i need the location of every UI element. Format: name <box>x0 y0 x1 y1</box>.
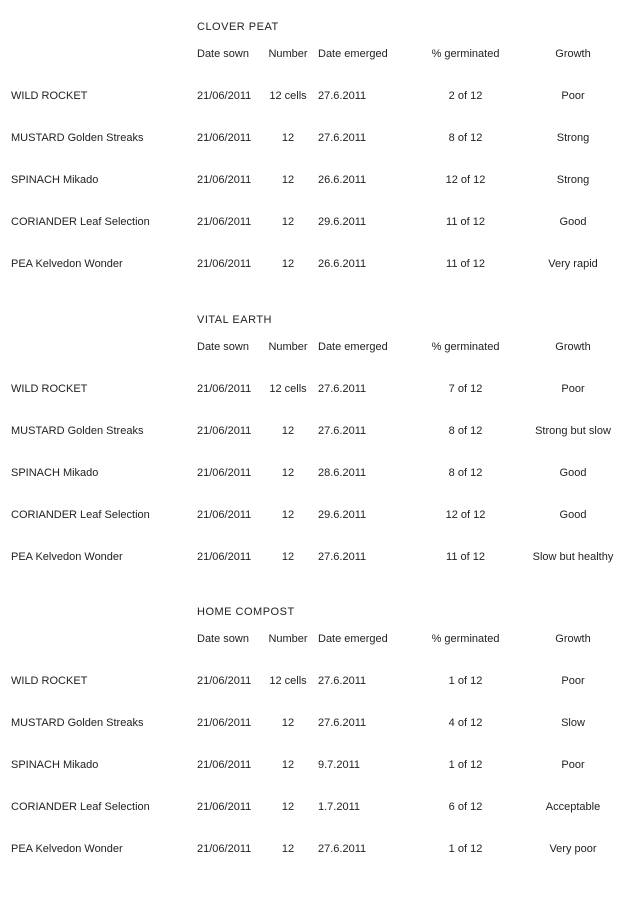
column-header-date-sown: Date sown <box>197 341 249 353</box>
germinated-value: 12 of 12 <box>445 509 486 521</box>
number-value: 12 <box>281 843 295 855</box>
crop-name: PEA Kelvedon Wonder <box>11 551 123 563</box>
column-header-number: Number <box>268 633 308 645</box>
date-emerged-value: 28.6.2011 <box>318 467 367 479</box>
date-sown-value: 21/06/2011 <box>197 759 252 771</box>
date-emerged-value: 27.6.2011 <box>318 90 367 102</box>
number-value: 12 <box>281 801 295 813</box>
date-sown-value: 21/06/2011 <box>197 216 252 228</box>
section-vital-earth <box>0 314 640 578</box>
date-emerged-value: 29.6.2011 <box>318 216 367 228</box>
date-sown-value: 21/06/2011 <box>197 90 252 102</box>
growth-value: Poor <box>561 675 585 687</box>
column-header-growth: Growth <box>555 341 591 353</box>
growth-value: Good <box>559 467 587 479</box>
growth-value: Poor <box>561 759 585 771</box>
number-value: 12 <box>281 258 295 270</box>
date-emerged-value: 1.7.2011 <box>318 801 361 813</box>
date-emerged-value: 27.6.2011 <box>318 843 367 855</box>
date-sown-value: 21/06/2011 <box>197 425 252 437</box>
date-emerged-value: 27.6.2011 <box>318 551 367 563</box>
growth-value: Very rapid <box>548 258 598 270</box>
germinated-value: 6 of 12 <box>448 801 483 813</box>
growth-value: Acceptable <box>545 801 601 813</box>
growth-value: Slow but healthy <box>532 551 614 563</box>
date-sown-value: 21/06/2011 <box>197 383 252 395</box>
crop-name: SPINACH Mikado <box>11 759 99 771</box>
column-header-date-sown: Date sown <box>197 48 249 60</box>
number-value: 12 cells <box>269 675 307 687</box>
crop-name: CORIANDER Leaf Selection <box>11 216 150 228</box>
date-sown-value: 21/06/2011 <box>197 801 252 813</box>
growth-value: Strong <box>556 132 590 144</box>
date-sown-value: 21/06/2011 <box>197 174 252 186</box>
date-emerged-value: 27.6.2011 <box>318 425 367 437</box>
crop-name: MUSTARD Golden Streaks <box>11 132 144 144</box>
crop-name: WILD ROCKET <box>11 675 88 687</box>
germinated-value: 7 of 12 <box>448 383 483 395</box>
number-value: 12 <box>281 425 295 437</box>
germinated-value: 8 of 12 <box>448 425 483 437</box>
date-emerged-value: 27.6.2011 <box>318 383 367 395</box>
column-header-germinated: % germinated <box>431 341 500 353</box>
growth-value: Very poor <box>549 843 597 855</box>
growth-value: Strong but slow <box>535 425 611 437</box>
number-value: 12 <box>281 216 295 228</box>
growth-value: Good <box>559 509 587 521</box>
number-value: 12 <box>281 467 295 479</box>
growth-value: Poor <box>561 90 585 102</box>
date-emerged-value: 27.6.2011 <box>318 717 367 729</box>
section-title: CLOVER PEAT <box>197 21 279 33</box>
date-sown-value: 21/06/2011 <box>197 467 252 479</box>
crop-name: SPINACH Mikado <box>11 174 99 186</box>
column-header-germinated: % germinated <box>431 633 500 645</box>
column-header-growth: Growth <box>555 633 591 645</box>
number-value: 12 <box>281 551 295 563</box>
germinated-value: 12 of 12 <box>445 174 486 186</box>
germinated-value: 11 of 12 <box>446 216 485 228</box>
number-value: 12 <box>281 759 295 771</box>
germinated-value: 4 of 12 <box>448 717 483 729</box>
section-title: VITAL EARTH <box>197 314 272 326</box>
crop-name: MUSTARD Golden Streaks <box>11 425 144 437</box>
date-emerged-value: 27.6.2011 <box>318 675 367 687</box>
column-header-date-emerged: Date emerged <box>318 341 388 353</box>
date-emerged-value: 9.7.2011 <box>318 759 361 771</box>
growth-value: Slow <box>561 717 585 729</box>
germinated-value: 1 of 12 <box>448 675 483 687</box>
crop-name: PEA Kelvedon Wonder <box>11 843 123 855</box>
section-title: HOME COMPOST <box>197 606 295 618</box>
germination-table <box>0 33 628 285</box>
crop-name: CORIANDER Leaf Selection <box>11 801 150 813</box>
date-emerged-value: 26.6.2011 <box>318 174 367 186</box>
section-home-compost <box>0 606 640 870</box>
crop-name: MUSTARD Golden Streaks <box>11 717 144 729</box>
column-header-date-emerged: Date emerged <box>318 633 388 645</box>
crop-name: CORIANDER Leaf Selection <box>11 509 150 521</box>
section-clover-peat <box>0 21 640 285</box>
crop-name: WILD ROCKET <box>11 90 88 102</box>
date-emerged-value: 29.6.2011 <box>318 509 367 521</box>
column-header-germinated: % germinated <box>431 48 500 60</box>
crop-name: SPINACH Mikado <box>11 467 99 479</box>
column-header-date-emerged: Date emerged <box>318 48 388 60</box>
germinated-value: 11 of 12 <box>446 551 485 563</box>
germinated-value: 8 of 12 <box>448 467 483 479</box>
number-value: 12 cells <box>269 383 307 395</box>
growth-value: Strong <box>556 174 590 186</box>
date-sown-value: 21/06/2011 <box>197 132 252 144</box>
date-sown-value: 21/06/2011 <box>197 258 252 270</box>
germination-table <box>0 618 628 870</box>
growth-value: Poor <box>561 383 585 395</box>
number-value: 12 cells <box>269 90 307 102</box>
date-sown-value: 21/06/2011 <box>197 843 252 855</box>
date-sown-value: 21/06/2011 <box>197 509 252 521</box>
column-header-date-sown: Date sown <box>197 633 249 645</box>
number-value: 12 <box>281 509 295 521</box>
germinated-value: 11 of 12 <box>446 258 485 270</box>
date-emerged-value: 26.6.2011 <box>318 258 367 270</box>
number-value: 12 <box>281 717 295 729</box>
germinated-value: 1 of 12 <box>448 759 483 771</box>
column-header-growth: Growth <box>555 48 591 60</box>
column-header-number: Number <box>268 341 308 353</box>
growth-value: Good <box>559 216 587 228</box>
column-header-number: Number <box>268 48 308 60</box>
germinated-value: 8 of 12 <box>448 132 483 144</box>
date-emerged-value: 27.6.2011 <box>318 132 367 144</box>
crop-name: PEA Kelvedon Wonder <box>11 258 123 270</box>
crop-name: WILD ROCKET <box>11 383 88 395</box>
germinated-value: 1 of 12 <box>448 843 483 855</box>
date-sown-value: 21/06/2011 <box>197 717 252 729</box>
germination-table <box>0 326 628 578</box>
number-value: 12 <box>281 174 295 186</box>
number-value: 12 <box>281 132 295 144</box>
date-sown-value: 21/06/2011 <box>197 551 252 563</box>
germinated-value: 2 of 12 <box>448 90 483 102</box>
date-sown-value: 21/06/2011 <box>197 675 252 687</box>
